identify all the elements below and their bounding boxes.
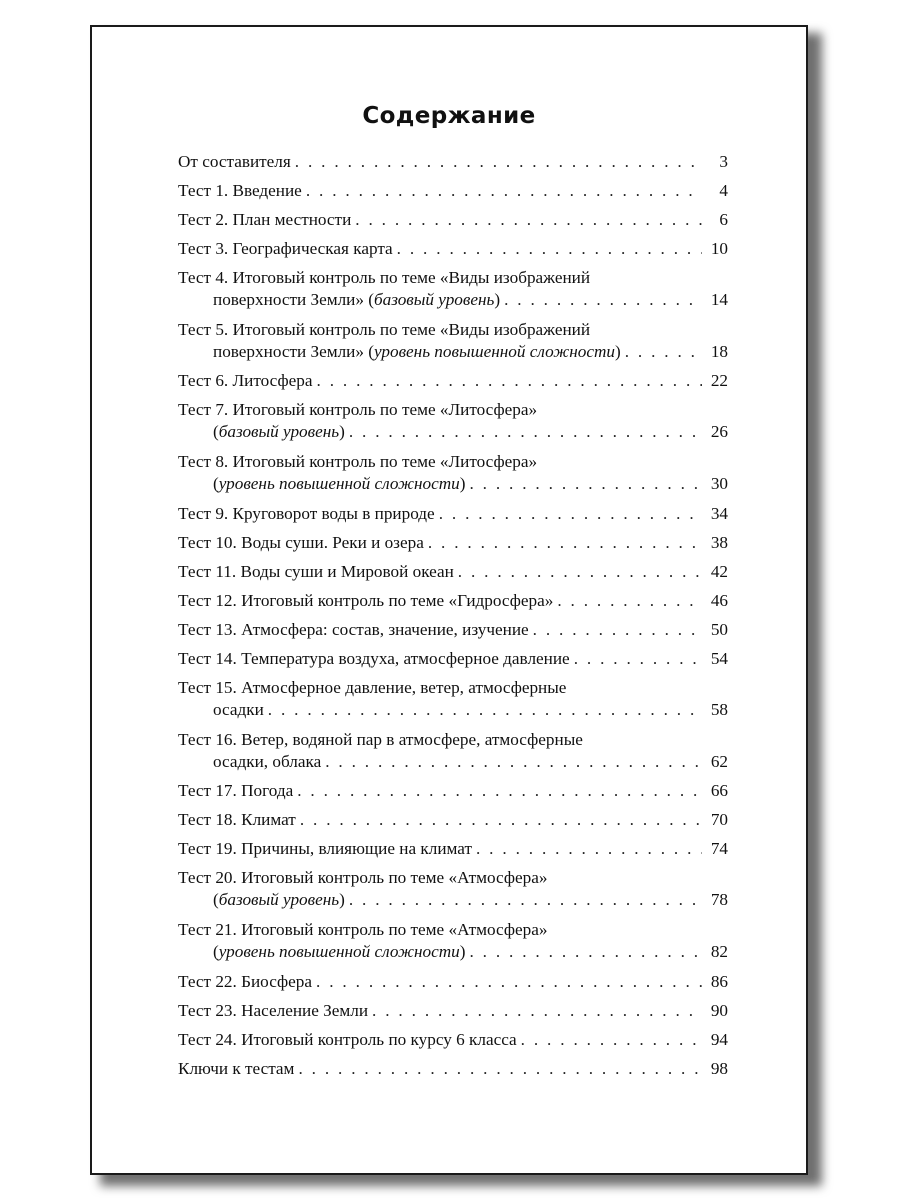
toc-entry[interactable] [178,1058,728,1080]
toc-entry[interactable] [178,1029,728,1051]
dot-leader [625,341,702,363]
dot-leader [316,971,702,993]
toc-entry[interactable] [178,867,728,911]
toc-entry-continuation: (уровень повышенной сложности) [213,942,466,961]
toc-page-number: 58 [710,700,728,719]
table-of-contents [178,123,728,1078]
toc-entry[interactable] [178,451,728,495]
toc-page-number: 98 [710,1059,728,1078]
toc-entry[interactable] [178,838,728,860]
toc-entry-title: Тест 14. Температура воздуха, атмосферное давление [178,649,570,668]
toc-entry[interactable] [178,370,728,392]
toc-page-number: 6 [719,210,728,229]
dot-leader [458,561,702,583]
toc-entry[interactable] [178,971,728,993]
toc-page-number: 4 [719,181,728,200]
toc-page-number: 30 [710,474,728,493]
toc-entry-title: Тест 23. Население Земли [178,1001,369,1020]
toc-entry[interactable] [178,319,728,363]
toc-entry[interactable] [178,590,728,612]
toc-entry-title: От составителя [178,152,291,171]
toc-entry-title: Тест 8. Итоговый контроль по теме «Литосфера» [178,452,538,471]
toc-entry-continuation: (базовый уровень) [213,422,345,441]
dot-leader [295,151,702,173]
toc-entry[interactable] [178,729,728,773]
dot-leader [349,889,702,911]
toc-entry-title: Тест 21. Итоговый контроль по теме «Атмосфера» [178,920,548,939]
dot-leader [439,503,702,525]
toc-entry-continuation: (уровень повышенной сложности) [213,474,466,493]
toc-entry-title: Тест 19. Причины, влияющие на климат [178,839,472,858]
dot-leader [355,209,702,231]
dot-leader [533,619,702,641]
toc-entry-continuation: (базовый уровень) [213,890,345,909]
toc-page-number: 82 [710,942,728,961]
toc-entry-title: Ключи к тестам [178,1059,295,1078]
toc-entry-title: Тест 9. Круговорот воды в природе [178,504,435,523]
toc-entry[interactable] [178,238,728,260]
toc-page-number: 22 [710,371,728,390]
toc-entry[interactable] [178,503,728,525]
toc-page-number: 50 [710,620,728,639]
dot-leader [325,751,702,773]
toc-page-number: 86 [710,972,728,991]
toc-page-number: 66 [710,781,728,800]
toc-entry[interactable] [178,648,728,670]
dot-leader [297,780,702,802]
toc-entry-title: Тест 10. Воды суши. Реки и озера [178,533,424,552]
dot-leader [268,699,702,721]
toc-entry[interactable] [178,209,728,231]
dot-leader [428,532,702,554]
toc-entry-title: Тест 3. Географическая карта [178,239,393,258]
toc-entry-title: Тест 1. Введение [178,181,302,200]
document-page [90,25,808,1175]
toc-entry-title: Тест 4. Итоговый контроль по теме «Виды изображений [178,268,591,287]
toc-entry-title: Тест 20. Итоговый контроль по теме «Атмосфера» [178,868,548,887]
toc-page-number: 62 [710,752,728,771]
toc-entry[interactable] [178,151,728,173]
dot-leader [476,838,702,860]
toc-page-number: 78 [710,890,728,909]
dot-leader [349,421,702,443]
toc-page-number: 54 [710,649,728,668]
toc-entry[interactable] [178,1000,728,1022]
toc-entry-continuation: поверхности Земли» (уровень повышенной сложности) [213,342,621,361]
toc-page-number: 14 [710,290,728,309]
toc-entry[interactable] [178,780,728,802]
toc-page-number: 90 [710,1001,728,1020]
dot-leader [298,1058,702,1080]
toc-entry[interactable] [178,267,728,311]
page-title: Содержание [362,103,536,129]
toc-entry-title: Тест 24. Итоговый контроль по курсу 6 класса [178,1030,517,1049]
toc-page-number: 46 [710,591,728,610]
toc-entry-title: Тест 13. Атмосфера: состав, значение, изучение [178,620,529,639]
toc-entry[interactable] [178,399,728,443]
dot-leader [317,370,702,392]
toc-page-number: 10 [710,239,728,258]
toc-entry[interactable] [178,809,728,831]
toc-entry[interactable] [178,180,728,202]
toc-entry-title: Тест 18. Климат [178,810,296,829]
toc-page-number: 42 [710,562,728,581]
dot-leader [300,809,702,831]
toc-entry-title: Тест 22. Биосфера [178,972,313,991]
toc-page-number: 18 [710,342,728,361]
toc-entry[interactable] [178,677,728,721]
toc-entry[interactable] [178,919,728,963]
toc-entry[interactable] [178,619,728,641]
dot-leader [469,941,702,963]
toc-entry-title: Тест 11. Воды суши и Мировой океан [178,562,454,581]
toc-page-number: 26 [710,422,728,441]
dot-leader [574,648,702,670]
toc-entry-title: Тест 17. Погода [178,781,294,800]
toc-entry-title: Тест 16. Ветер, водяной пар в атмосфере, атмосферные [178,730,583,749]
toc-entry[interactable] [178,532,728,554]
toc-entry-continuation: осадки [213,700,264,719]
toc-page-number: 34 [710,504,728,523]
dot-leader [557,590,702,612]
toc-entry-continuation: поверхности Земли» (базовый уровень) [213,290,501,309]
dot-leader [504,289,702,311]
dot-leader [397,238,702,260]
toc-entry-title: Тест 12. Итоговый контроль по теме «Гидросфера» [178,591,554,610]
dot-leader [306,180,702,202]
toc-entry-continuation: осадки, облака [213,752,322,771]
toc-entry-title: Тест 6. Литосфера [178,371,313,390]
toc-page-number: 74 [710,839,728,858]
toc-page-number: 3 [719,152,728,171]
dot-leader [521,1029,702,1051]
dot-leader [372,1000,702,1022]
dot-leader [469,473,702,495]
toc-page-number: 38 [710,533,728,552]
toc-entry-title: Тест 5. Итоговый контроль по теме «Виды изображений [178,320,591,339]
toc-entry-title: Тест 15. Атмосферное давление, ветер, атмосферные [178,678,567,697]
toc-entry-title: Тест 2. План местности [178,210,352,229]
toc-entry-title: Тест 7. Итоговый контроль по теме «Литосфера» [178,400,538,419]
toc-entry[interactable] [178,561,728,583]
toc-page-number: 70 [710,810,728,829]
toc-page-number: 94 [710,1030,728,1049]
